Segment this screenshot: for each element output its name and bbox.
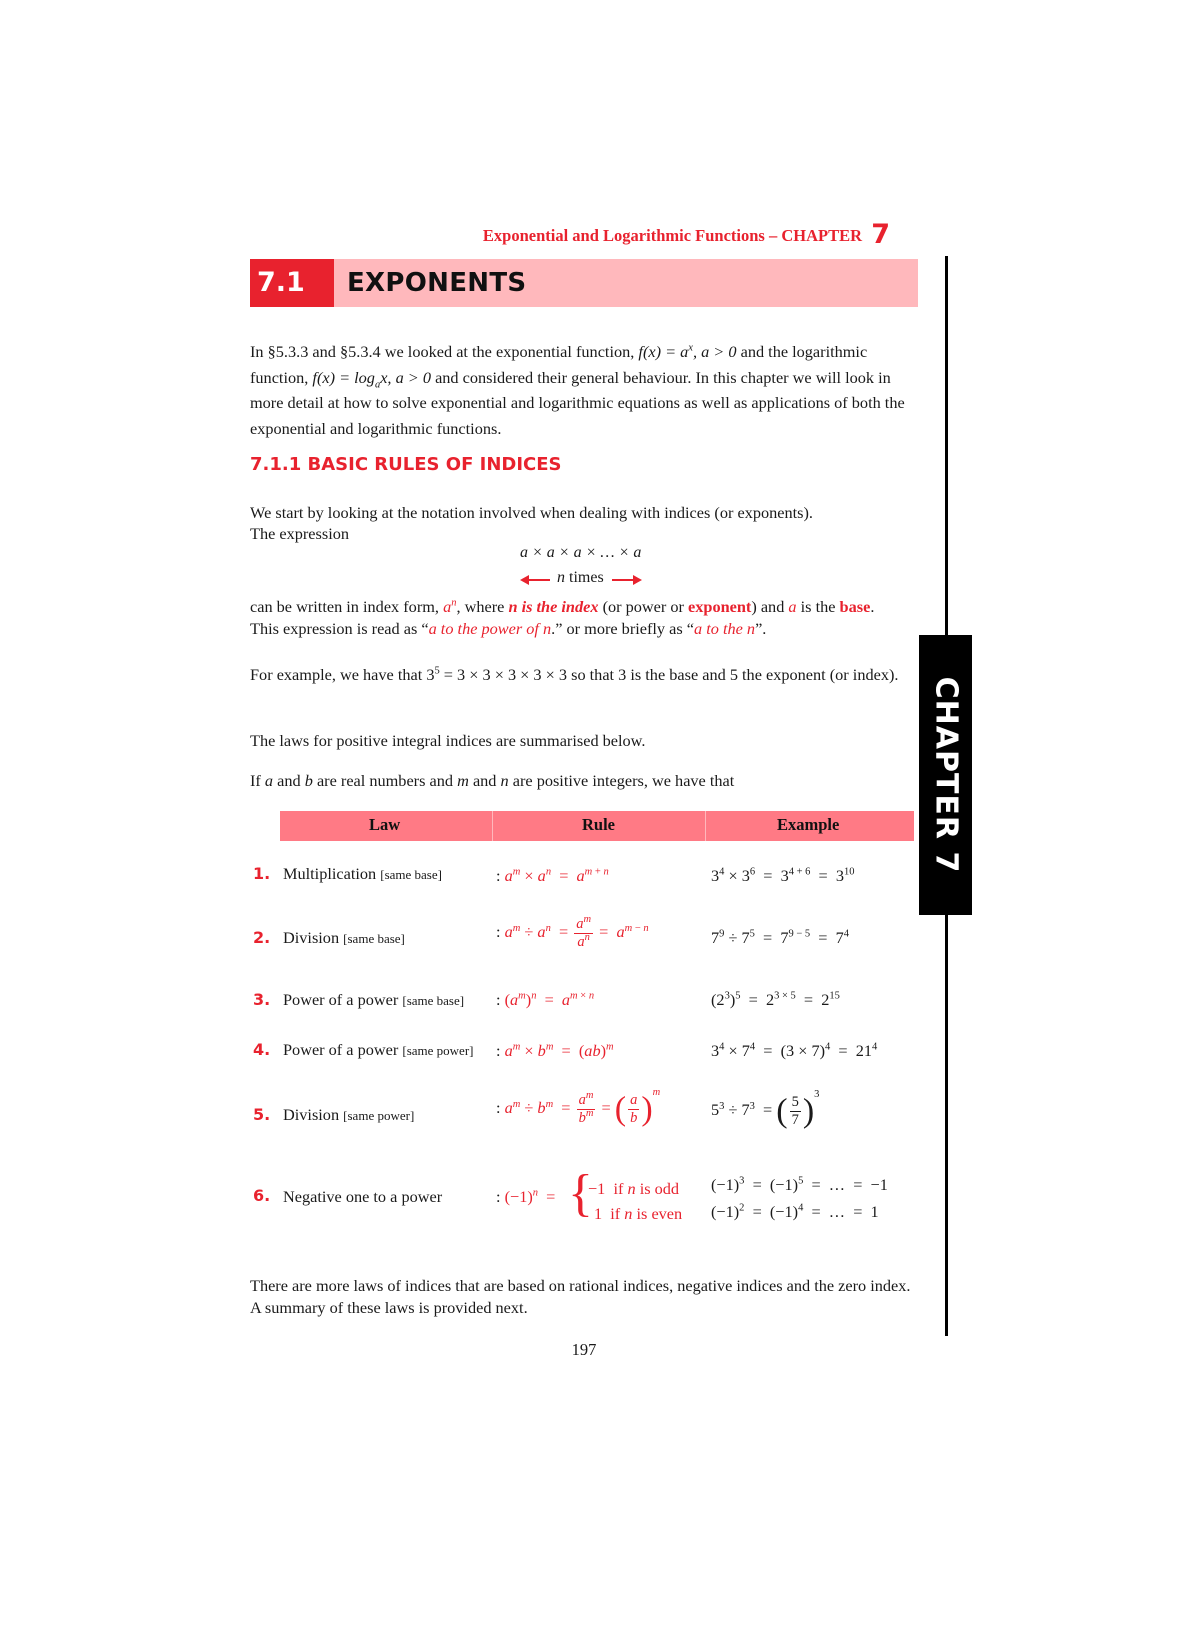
example-paragraph [250, 664, 920, 686]
intro-math-sup: x [688, 342, 693, 354]
law-note: [same base] [402, 993, 465, 1008]
law-name-text: Power of a power [283, 990, 399, 1009]
law-example: $5^3 \div 7^3$ = ( $\frac{5}{7}$ )$^3$ [711, 1089, 820, 1130]
intro-text: In §5.3.3 and §5.3.4 we looked at the exponential function, [250, 342, 635, 361]
n-is-the-index: n is the index [508, 597, 599, 616]
var: b [304, 771, 313, 790]
intro-text: and the logarithmic function, [250, 342, 868, 387]
a-variable: a [788, 597, 797, 616]
n-times-annotation [520, 569, 642, 591]
intro-math: , a > 0 [692, 342, 737, 361]
law-rule: : $a^m \div a^n$ = $\frac{a^m}{a^n}$ = $a^{m - n}$ [496, 914, 649, 950]
intro-math-sub: a [374, 378, 381, 390]
intro-math: f [312, 367, 317, 387]
law-example: $(-1)^2 = (-1)^4$ = … = 1 [711, 1202, 879, 1221]
law-number: 5. [253, 1105, 271, 1124]
intro-paragraph [250, 339, 920, 441]
law-name-text: Multiplication [283, 864, 377, 883]
text: . [870, 597, 875, 616]
text: and [472, 771, 497, 790]
n-times-label [557, 569, 604, 587]
law-name [283, 990, 464, 1010]
an-math-sup: n [451, 597, 457, 609]
text: are positive integers, we have that [512, 771, 735, 790]
intro-math: (x) = a [642, 342, 689, 361]
page-number: 197 [571, 1340, 597, 1359]
var: a [264, 771, 274, 790]
left-arrow-icon [522, 579, 550, 581]
var: m [457, 771, 469, 790]
laws-intro: The laws for positive integral indices are summarised below. [250, 731, 646, 750]
running-head-text: Exponential and Logarithmic Functions – CHAPTER [482, 226, 862, 245]
index-form-paragraph [250, 596, 920, 640]
an-math: a [443, 597, 452, 616]
text: ) and [751, 597, 785, 616]
chapter-tab [919, 635, 972, 915]
law-note: [same power] [343, 1108, 415, 1123]
running-head [470, 219, 890, 255]
var: n [500, 771, 509, 790]
base-term: base [839, 597, 871, 616]
read-phrase: a to the power of n [428, 619, 552, 638]
text: are real numbers and [316, 771, 454, 790]
law-rule: : $a^m \times a^n = a^{m + n}$ [496, 866, 609, 885]
header-rule: Rule [582, 815, 615, 834]
law-note: [same base] [343, 931, 405, 946]
running-head-chapter-number: 7 [871, 219, 890, 250]
text: For example, we have that 3 [250, 665, 435, 684]
intro-math: f [638, 342, 643, 361]
law-name-text: Power of a power [283, 1040, 399, 1059]
text: and [277, 771, 301, 790]
table-row [250, 916, 920, 986]
text: can be written in index form, [250, 597, 439, 616]
law-example: $(2^3)^5 = 2^{3 \times 5} = 2^{15}$ [711, 990, 840, 1009]
law-name [283, 928, 405, 948]
law-name [283, 1040, 473, 1060]
text: ”. [755, 619, 767, 638]
header-law: Law [369, 815, 401, 834]
n-variable: n [557, 569, 565, 586]
exponent-term: exponent [688, 597, 752, 616]
intro-math: (x) = log [316, 367, 375, 387]
section-number: 7.1 [250, 259, 334, 307]
notation-line: We start by looking at the notation involved when dealing with indices (or exponents). [250, 503, 813, 522]
text: is the [800, 597, 836, 616]
law-name [283, 1105, 414, 1125]
laws-table-header [280, 811, 914, 841]
law-name: Negative one to a power [283, 1187, 443, 1206]
header-divider [705, 811, 706, 841]
text: This expression is read as “ [250, 619, 429, 638]
text: , where [456, 597, 505, 616]
section-banner [250, 259, 918, 307]
law-number: 4. [253, 1040, 271, 1059]
law-name-text: Division [283, 928, 340, 947]
closing-paragraph: There are more laws of indices that are based on rational indices, negative indices and the zero index. A summary of these laws is provided next. [250, 1276, 911, 1317]
header-example: Example [777, 815, 840, 834]
notation-line: The expression [250, 524, 350, 543]
intro-text: and considered their general behaviour. In this chapter we will look in more detail at how to solve exponential and logarithmic equations as well as applications of both the exponential and logarithmic functions. [250, 367, 905, 438]
subsection-heading: 7.1.1 BASIC RULES OF INDICES [250, 454, 562, 475]
law-example: $(-1)^3 = (-1)^5$ = … = −1 [711, 1175, 888, 1194]
text: = 3 × 3 × 3 × 3 × 3 so that 3 is the base and 5 the exponent (or index). [439, 665, 899, 684]
law-rule: : $a^m \div b^m$ = $\frac{a^m}{b^m}$ = ( $\frac{a}{b}$ )$^m$ [496, 1087, 661, 1128]
law-rule: : $(a^m)^n = a^{m \times n}$ [496, 990, 595, 1009]
law-note: [same base] [380, 867, 442, 882]
notation-paragraph [250, 500, 920, 546]
text: .” or more briefly as “ [551, 619, 695, 638]
law-number: 1. [253, 864, 271, 883]
law-rule: : $a^m \times b^m = (ab)^m$ [496, 1041, 614, 1060]
law-name-text: Division [283, 1105, 340, 1124]
law-example: $3^4 \times 7^4 = (3 \times 7)^4 = 21^4$ [711, 1041, 878, 1060]
chapter-tab-label: CHAPTER 7 [928, 676, 963, 874]
law-example: $3^4 \times 3^6 = 3^{4 + 6} = 3^{10}$ [711, 866, 855, 885]
conditions-paragraph [250, 768, 920, 793]
times-word: times [569, 569, 604, 586]
law-number: 2. [253, 928, 271, 947]
display-product: a × a × a × … × a [520, 544, 642, 561]
table-row: 6. Negative one to a power : $(-1)^n$ = { −1 if n is odd 1 if n is even $(-1)^3 = (-1)^5$ = … = −1 $(-1)^2 = (-1)^4$ = … = 1 [253, 1165, 888, 1223]
law-number: 6. [253, 1186, 271, 1205]
law-note: [same power] [402, 1043, 474, 1058]
text: If [250, 771, 261, 790]
read-phrase: a to the n [694, 619, 756, 638]
law-name [283, 864, 442, 884]
table-row [250, 1087, 920, 1160]
right-arrow-icon [612, 579, 640, 581]
law-example: $7^9 \div 7^5 = 7^{9 - 5} = 7^4$ [711, 928, 849, 947]
text: (or power or [602, 597, 684, 616]
law-number: 3. [253, 990, 271, 1009]
exponent-sup: 5 [434, 665, 440, 677]
section-title: EXPONENTS [347, 268, 527, 298]
header-divider [492, 811, 493, 841]
intro-math: x, a > 0 [380, 367, 431, 387]
